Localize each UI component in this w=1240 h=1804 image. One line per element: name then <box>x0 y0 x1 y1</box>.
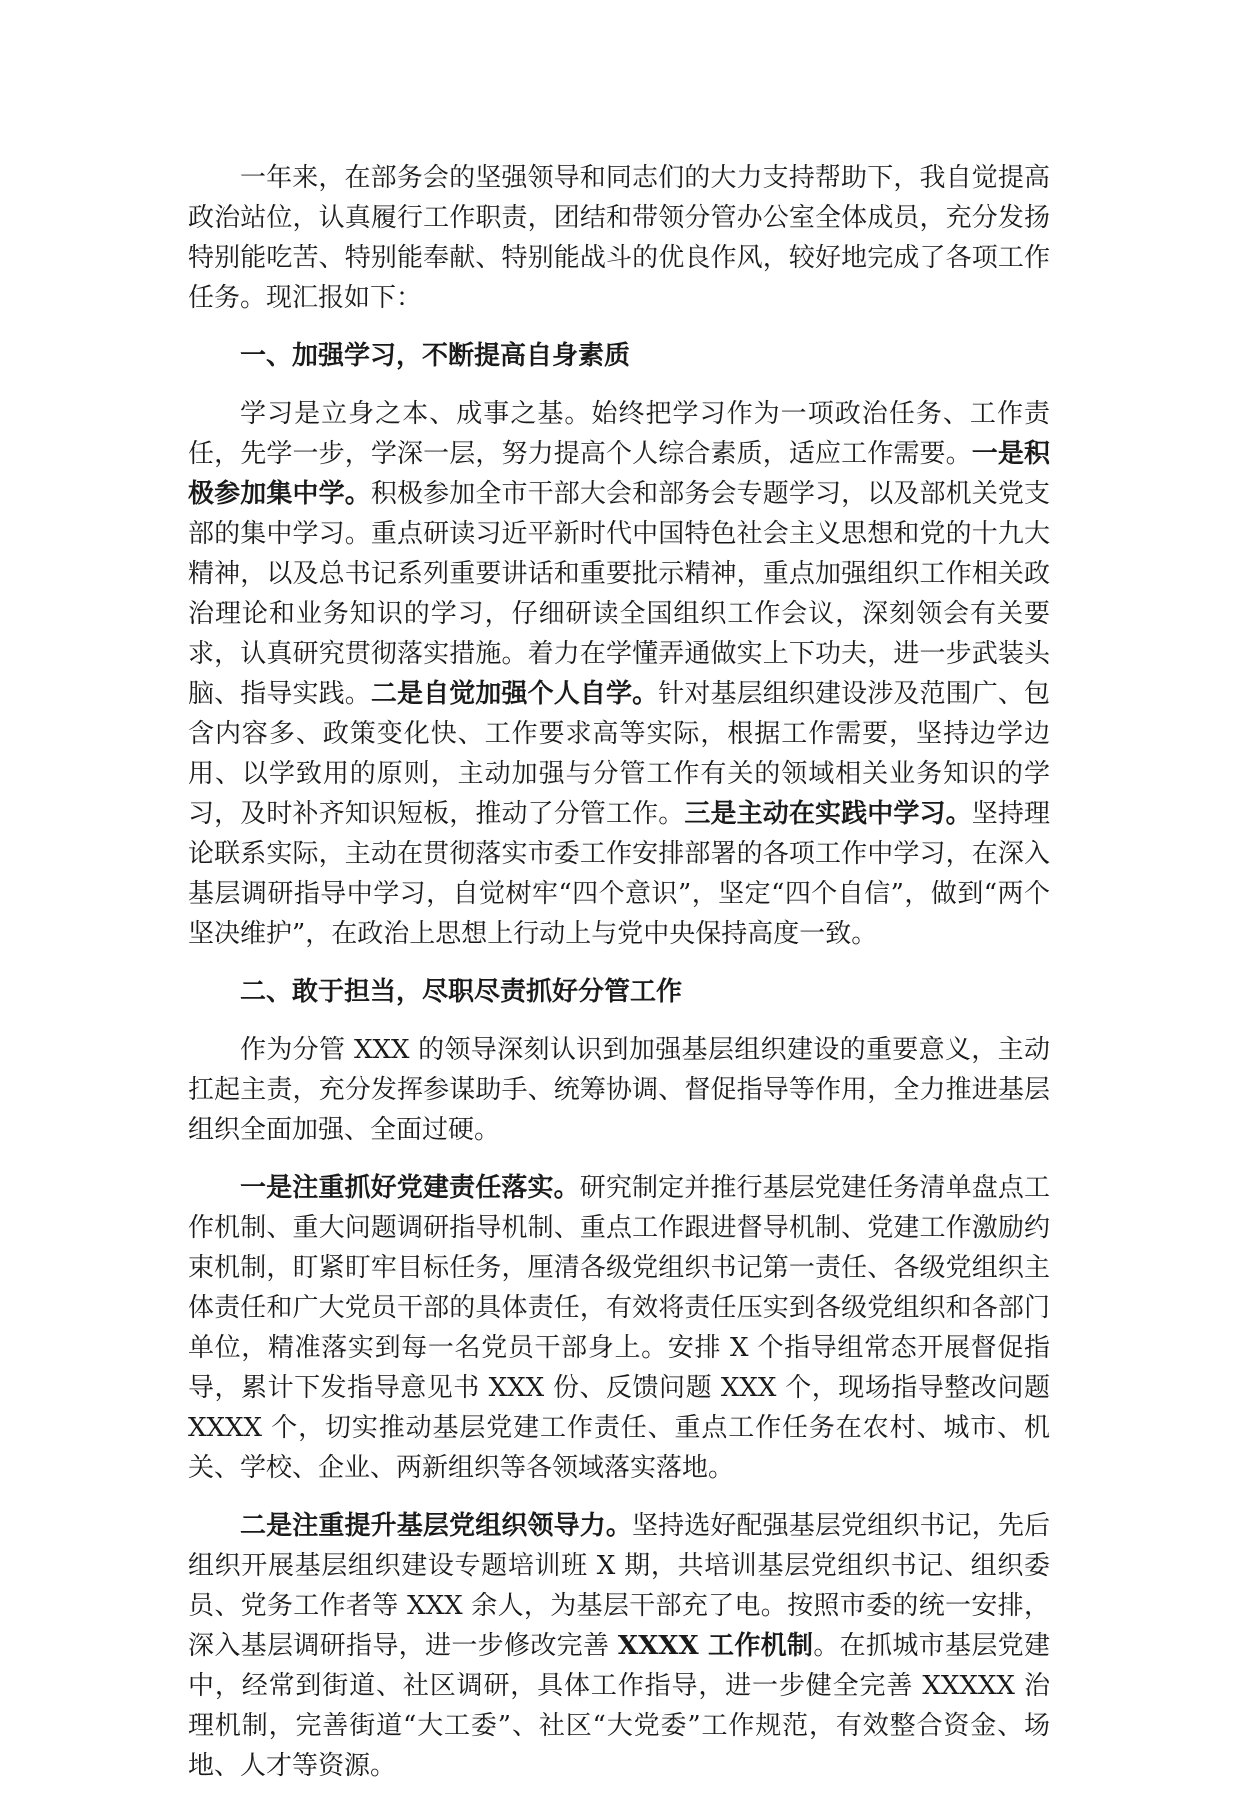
section-1-bold-point-3: 三是主动在实践中学习。 <box>684 799 972 829</box>
section-2-bold-mechanism: XXXX 工作机制 <box>617 1631 814 1661</box>
section-1-lead-text: 学习是立身之本、成事之基。始终把学习作为一项政治任务、工作责任，先学一步，学深一层，努力提高个人综合素质，适应工作需要。 <box>188 399 1050 469</box>
section-2-bold-point-1: 一是注重抓好党建责任落实。 <box>240 1173 580 1203</box>
section-2-paragraph-2 <box>188 1168 1050 1488</box>
document-body <box>188 158 1050 1804</box>
section-1-paragraph <box>188 394 1050 954</box>
intro-text: 一年来，在部务会的坚强领导和同志们的大力支持帮助下，我自觉提高政治站位，认真履行工作职责，团结和带领分管办公室全体成员，充分发扬特别能吃苦、特别能奉献、特别能战斗的优良作风，较好地完成了各项工作任务。现汇报如下： <box>188 163 1050 313</box>
section-2-text-1: 作为分管 XXX 的领导深刻认识到加强基层组织建设的重要意义，主动扛起主责，充分发挥参谋助手、统筹协调、督促指导等作用，全力推进基层组织全面加强、全面过硬。 <box>188 1035 1050 1145</box>
section-1-text-2: 针对基层组织建设涉及范围广、包含内容多、政策变化快、工作要求高等实际，根据工作需要，坚持边学边用、以学致用的原则，主动加强与分管工作有关的领域相关业务知识的学习，及时补齐知识短板，推动了分管工作。 <box>188 679 1050 829</box>
section-2-bold-point-2: 二是注重提升基层党组织领导力。 <box>240 1511 632 1541</box>
section-1-bold-point-2: 二是自觉加强个人自学。 <box>370 679 659 709</box>
intro-paragraph <box>188 158 1050 318</box>
section-2-paragraph-3 <box>188 1506 1050 1786</box>
section-2-text-2: 研究制定并推行基层党建任务清单盘点工作机制、重大问题调研指导机制、重点工作跟进督导机制、党建工作激励约束机制，盯紧盯牢目标任务，厘清各级党组织书记第一责任、各级党组织主体责任和广大党员干部的具体责任，有效将责任压实到各级党组织和各部门单位，精准落实到每一名党员干部身上。安排 X 个指导组常态开展督促指导，累计下发指导意见书 XXX 份、反馈问题 XXX 个，现场指导整改问题 XXXX 个，切实推动基层党建工作责任、重点工作任务在农村、城市、机关、学校、企业、两新组织等各领域落实落地。 <box>188 1173 1050 1483</box>
section-1-text-1: 积极参加全市干部大会和部务会专题学习，以及部机关党支部的集中学习。重点研读习近平新时代中国特色社会主义思想和党的十九大精神，以及总书记系列重要讲话和重要批示精神，重点加强组织工作相关政治理论和业务知识的学习，仔细研读全国组织工作会议，深刻领会有关要求，认真研究贯彻落实措施。着力在学懂弄通做实上下功夫，进一步武装头脑、指导实践。 <box>188 479 1050 709</box>
section-1-text-3: 坚持理论联系实际，主动在贯彻落实市委工作安排部署的各项工作中学习，在深入基层调研指导中学习，自觉树牢“四个意识”，坚定“四个自信”，做到“两个坚决维护”，在政治上思想上行动上与党中央保持高度一致。 <box>188 799 1050 949</box>
section-1-bold-point-1: 一是积极参加集中学。 <box>188 439 1050 509</box>
section-1-heading: 一、加强学习，不断提高自身素质 <box>240 341 631 371</box>
section-2-text-3a: 坚持选好配强基层党组织书记，先后组织开展基层组织建设专题培训班 X 期，共培训基层党组织书记、组织委员、党务工作者等 XXX 余人，为基层干部充了电。按照市委的统一安排，深入基层调研指导，进一步修改完善 <box>188 1511 1050 1661</box>
section-2-text-3b: 。在抓城市基层党建中，经常到街道、社区调研，具体工作指导，进一步健全完善 XXXXX 治理机制，完善街道“大工委”、社区“大党委”工作规范，有效整合资金、场地、人才等资源。 <box>188 1631 1050 1781</box>
section-2-heading: 二、敢于担当，尽职尽责抓好分管工作 <box>240 977 683 1007</box>
section-2-paragraph-1 <box>188 1030 1050 1150</box>
